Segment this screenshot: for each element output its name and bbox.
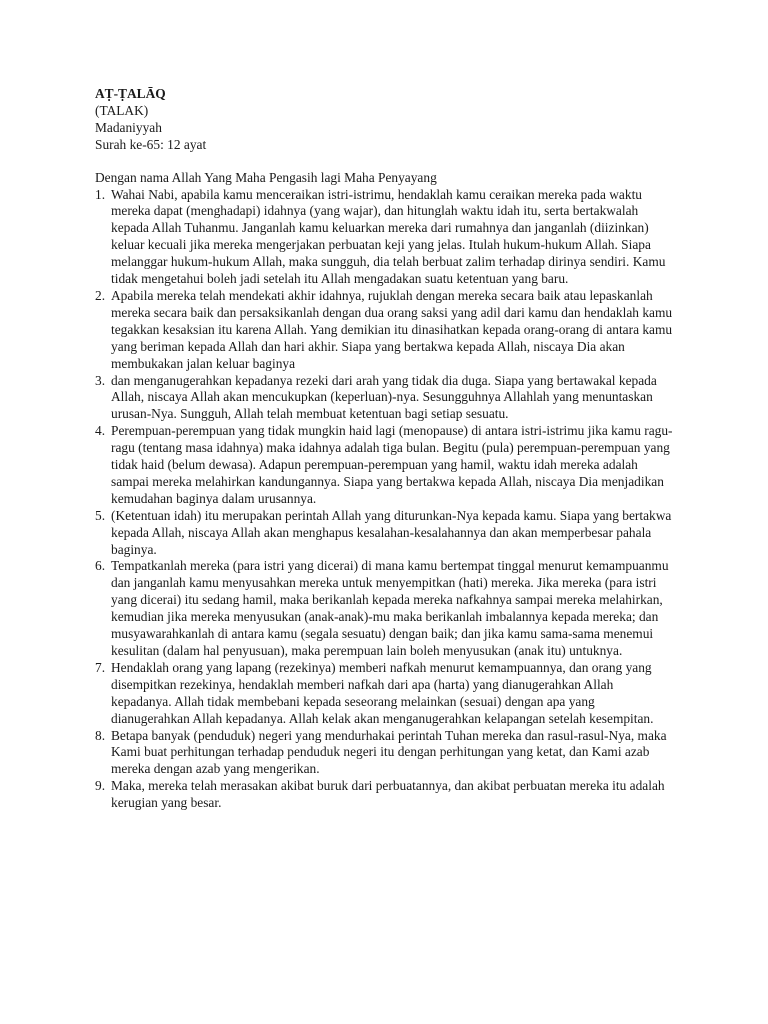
surah-subtitle: (TALAK) — [95, 102, 149, 118]
verse-list — [95, 187, 675, 813]
verse-item — [95, 558, 675, 659]
verse-item — [95, 187, 675, 288]
verse-item — [95, 728, 675, 779]
verse-number: 7. — [95, 659, 106, 675]
verse-text: Hendaklah orang yang lapang (rezekinya) memberi nafkah menurut kemampuannya, dan orang yang disempitkan rezekinya, hendaklah memberi nafkah dari apa (harta) yang dianugerahkan Allah kepadanya. Allah tidak membebani kepada seseorang melainkan (sesuai) dengan apa yang dianugerahkan Allah kepadanya. Allah kelak akan menganugerahkan kelapangan setelah kesempitan. — [111, 659, 654, 726]
verse-number: 4. — [95, 423, 106, 439]
verse-number: 2. — [95, 287, 106, 303]
document-page — [95, 86, 675, 812]
verse-number: 5. — [95, 507, 106, 523]
verse-item — [95, 660, 675, 728]
verse-item — [95, 423, 675, 508]
surah-category: Madaniyyah — [95, 119, 162, 135]
verse-text: Maka, mereka telah merasakan akibat buruk dari perbuatannya, dan akibat perbuatan mereka itu adalah kerugian yang besar. — [111, 778, 665, 811]
verse-number: 8. — [95, 727, 106, 743]
verse-number: 1. — [95, 186, 106, 202]
verse-text: dan menganugerahkan kepadanya rezeki dari arah yang tidak dia duga. Siapa yang bertawakal kepada Allah, niscaya Allah akan mencukupkan (keperluan)-nya. Sesungguhnya Allahlah yang menuntaskan urusan-Nya. Sungguh, Allah telah membuat ketentuan bagi setiap sesuatu. — [111, 372, 657, 422]
verse-text: Perempuan-perempuan yang tidak mungkin haid lagi (menopause) di antara istri-istrimu jika kamu ragu-ragu (tentang masa idahnya) maka idahnya adalah tiga bulan. Begitu (pula) perempuan-perempuan yang tidak haid (belum dewasa). Adapun perempuan-perempuan yang hamil, waktu idah mereka adalah sampai mereka melahirkan kandungannya. Siapa yang bertakwa kepada Allah, niscaya Dia menjadikan kemudahan baginya dalam urusannya. — [111, 423, 673, 506]
basmalah: Dengan nama Allah Yang Maha Pengasih lagi Maha Penyayang — [95, 169, 437, 185]
verse-text: Betapa banyak (penduduk) negeri yang mendurhakai perintah Tuhan mereka dan rasul-rasul-Nya, maka Kami buat perhitungan terhadap penduduk negeri itu dengan perhitungan yang ketat, dan Kami azab mereka dengan azab yang mengerikan. — [111, 727, 667, 777]
surah-info: Surah ke-65: 12 ayat — [95, 136, 207, 152]
verse-item — [95, 288, 675, 373]
surah-title: AṬ-ṬALĀQ — [95, 86, 166, 101]
verse-number: 3. — [95, 372, 106, 388]
verse-item — [95, 373, 675, 424]
spacer — [95, 154, 675, 170]
verse-text: Apabila mereka telah mendekati akhir idahnya, rujuklah dengan mereka secara baik atau lepaskanlah mereka secara baik dan persaksikanlah dengan dua orang saksi yang adil dari kamu dan hendaklah kamu tegakkan kesaksian itu karena Allah. Yang demikian itu dinasihatkan kepada orang-orang di antara kamu yang beriman kepada Allah dan hari akhir. Siapa yang bertakwa kepada Allah, niscaya Dia akan membukakan jalan keluar baginya — [111, 287, 673, 371]
verse-number: 6. — [95, 558, 106, 574]
verse-text: Tempatkanlah mereka (para istri yang dicerai) di mana kamu bertempat tinggal menurut kemampuanmu dan janganlah kamu menyusahkan mereka untuk menyempitkan (hati) mereka. Jika mereka (para istri yang dicerai) itu sedang hamil, maka berikanlah kepada mereka nafkahnya sampai mereka melahirkan, kemudian jika mereka menyusukan (anak-anak)-mu maka berikanlah imbalannya kepada mereka; dan musyawarahkanlah di antara kamu (segala sesuatu) dengan baik; dan jika kamu sama-sama menemui kesulitan (dalam hal penyusuan), maka perempuan lain boleh menyusukan (anak itu) untuknya. — [111, 558, 669, 658]
verse-number: 9. — [95, 778, 106, 794]
verse-text: Wahai Nabi, apabila kamu menceraikan istri-istrimu, hendaklah kamu ceraikan mereka pada waktu mereka dapat (menghadapi) idahnya (yang wajar), dan hitunglah waktu idah itu, serta bertakwalah kepada Allah Tuhanmu. Janganlah kamu keluarkan mereka dari rumahnya dan janganlah (diizinkan) keluar kecuali jika mereka mengerjakan perbuatan keji yang jelas. Itulah hukum-hukum Allah. Siapa melanggar hukum-hukum Allah, maka sungguh, dia telah berbuat zalim terhadap dirinya sendiri. Kamu tidak mengetahui boleh jadi setelah itu Allah mengadakan suatu ketentuan yang baru. — [111, 186, 666, 287]
verse-item — [95, 778, 675, 812]
verse-text: (Ketentuan idah) itu merupakan perintah Allah yang diturunkan-Nya kepada kamu. Siapa yang bertakwa kepada Allah, niscaya Allah akan menghapus kesalahan-kesalahannya dan akan memperbesar pahala baginya. — [111, 507, 672, 557]
verse-item — [95, 508, 675, 559]
